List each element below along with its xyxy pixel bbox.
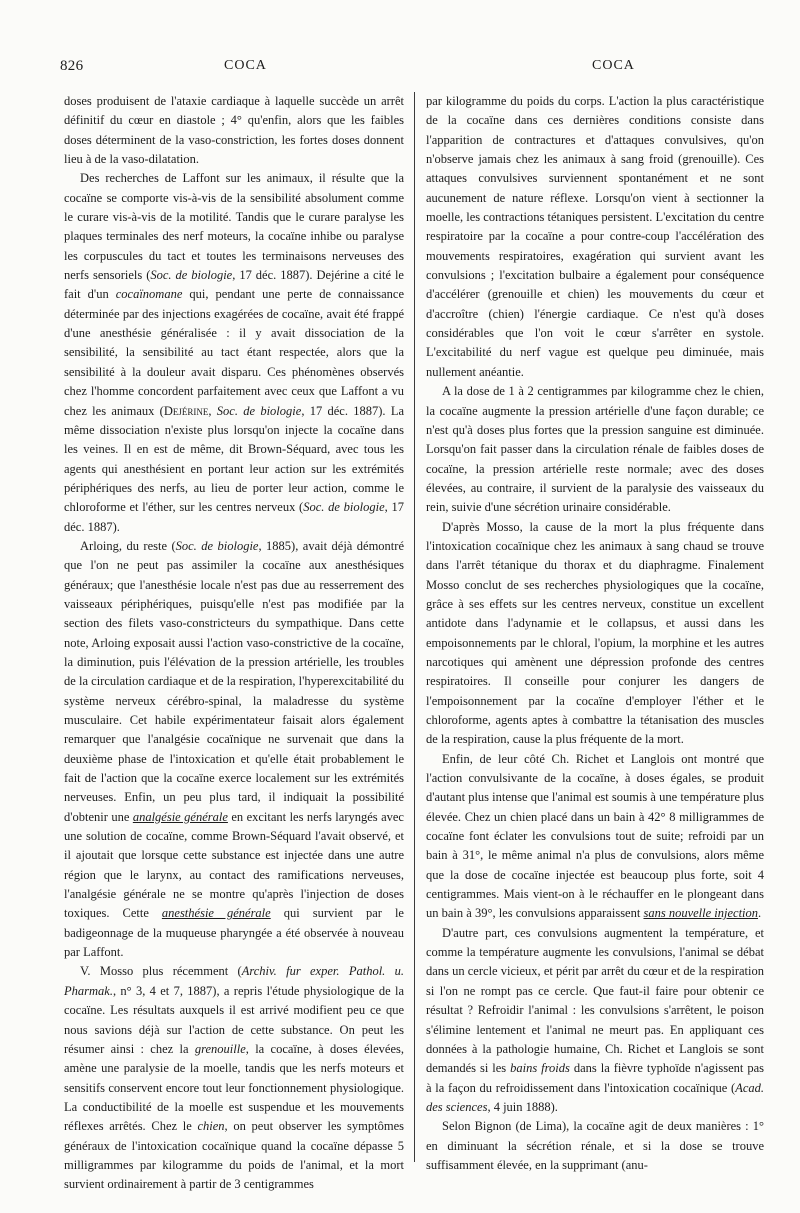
paragraph [426, 382, 764, 517]
paragraph [64, 962, 404, 1194]
text-run: , 17 déc. 1887). La même dissociation n'existe plus lorsqu'on injecte la cocaïne dans les veines. Il en est de même, dit Brown-Séquard, avec tous les agents qui anesthésient en portant leur action sur les extrémités périphériques des nerfs, au lieu de porter leur action, comme le chloroforme et l'éther, sur les centres nerveux ( [64, 403, 405, 515]
paragraph [426, 1117, 764, 1175]
italic-run: Soc. de biologie [216, 403, 302, 418]
text-run: , on peut observer les symptômes généraux de l'intoxication cocaïnique quand la cocaïne dépasse 5 milligrammes par kilogramme du poids de l'animal, et la mort survient ordinairement à partir de 3 centigrammes [64, 1119, 404, 1192]
smallcaps-run: Dejérine [163, 403, 209, 418]
paragraph [426, 924, 764, 1117]
italic-run: analgésie générale [132, 809, 228, 824]
paragraph [64, 92, 404, 169]
text-run: , 17 déc. 1887). Dejérine a cité le fait d'un [64, 268, 404, 302]
text-run: Arloing, du reste ( [80, 538, 176, 553]
italic-run: Archiv. fur exper. Pathol. u. Pharmak. [64, 964, 404, 998]
text-run: par kilogramme du poids du corps. L'action la plus caractéristique de la cocaïne dans ces dernières conditions consiste dans l'apparition de contractures et d'attaques convulsives, qu'on n'observe jamais chez les animaux à sang froid (grenouille). Ces attaques convulsives surviennent spontanément et ne sont aucunement de nature réflexe. Lorsqu'on vient à sectionner la moelle, les contractions tétaniques persistent. L'excitation du centre respiratoire par la cocaïne a pour contre-coup l'accélération des mouvements respiratoires, exagération qui survient avant les convulsions ; l'excitation bulbaire a également pour conséquence d'accélérer (grenouille et chien) les mouvements du cœur et d'accroître (chien) l'énergie cardiaque. Ce n'est qu'à doses considérables que l'on voit le cœur s'arrêter en systole. L'excitabilité du nerf vague est quelque peu diminuée, mais nullement anéantie. [426, 94, 764, 379]
text-run: A la dose de 1 à 2 centigrammes par kilogramme chez le chien, la cocaïne augmente la pression artérielle d'une façon durable; ce n'est qu'à doses plus fortes que la pression sanguine est diminuée. Lorsqu'on fait passer dans la circulation rénale de faibles doses de cocaïne, la pression artérielle reste normale; avec des doses élevées, au contraire, il survient de la paralysie des vaisseaux du rein, suivie d'une sécrétion urinaire considérable. [426, 384, 764, 515]
italic-run: Soc. de biologie [175, 538, 259, 553]
text-run: qui survient par le badigeonnage de la muqueuse pharyngée a été observée à nouveau par Laffont. [64, 906, 404, 960]
text-run: D'après Mosso, la cause de la mort la plus fréquente dans l'intoxication cocaïnique chez les animaux à sang chaud se trouve dans l'arrêt tétanique du thorax et du diaphragme. Finalement Mosso conclut de ses recherches physiologiques que la cocaïne, grâce à ses effets sur les centres nerveux, constitue un excellent antidote dans l'adynamie et le collapsus, et aussi dans les empoisonnements par le chloral, l'opium, la morphine et les autres narcotiques qui amènent une dépression profonde des centres respiratoires. Il conseille pour conjurer les dangers de l'empoisonnement par la cocaïne d'employer l'éther et le chloroforme, agents aptes à combattre la tétanisation des muscles de la respiration, cause la plus fréquente de la mort. [426, 519, 764, 747]
running-title-left: COCA [224, 58, 267, 73]
paragraph [64, 169, 404, 537]
italic-run: chien [197, 1119, 225, 1134]
text-run: , 4 juin 1888). [487, 1099, 558, 1114]
right-column [426, 92, 764, 1172]
text-run: , n° 3, 4 et 7, 1887), a repris l'étude physiologique de la cocaïne. Les résultats auxquels il est arrivé modifient peu ce que nous savions déjà sur l'action de cette substance. On peut les résumer ainsi : chez la [64, 983, 404, 1056]
text-run: Enfin, de leur côté Ch. Richet et Langlois ont montré que l'action convulsivante de la cocaïne, à doses égales, se produit d'autant plus intense que l'animal est soumis à une température plus élevée. Chez un chien placé dans un bain à 42° 8 milligrammes de cocaïne font éclater les convulsions tout de suite; refroidi par un bain à 31°, le même animal n'a plus de convulsions, alors même que la dose de cocaïne injectée est beaucoup plus forte, soit 4 centigrammes. Mais vient-on à le réchauffer en le plongeant dans un bain à 39°, les convulsions apparaissent [426, 751, 764, 921]
italic-run: Soc. de biologie [150, 268, 233, 283]
paragraph [426, 750, 764, 924]
text-run: en excitant les nerfs laryngés avec une solution de cocaïne, comme Brown-Séquard l'avait observé, et il ajoutait que lorsque cette substance est injectée dans une autre région que le larynx, au contact des ramifications nerveuses, l'analgésie générale ne se montre qu'après l'injection de doses toxiques. Cette [64, 809, 404, 921]
text-run: . [758, 906, 762, 921]
text-run: Selon Bignon (de Lima), la cocaïne agit de deux manières : 1° en diminuant la sécrétion rénale, et si la dose se trouve suffisamment élevée, en la supprimant (anu- [426, 1119, 764, 1172]
left-column [64, 92, 405, 1192]
page-number: 826 [60, 58, 84, 74]
text-run: Des recherches de Laffont sur les animaux, il résulte que la cocaïne se comporte vis-à-vis de la sensibilité absolument comme le curare vis-à-vis de la motilité. Tandis que le curare paralyse les plaques terminales des nerf moteurs, la cocaïne inhibe ou paralyse les corpuscules du tact et toutes les terminaisons nerveuses des nerfs sensoriels ( [64, 171, 404, 283]
italic-run: anesthésie générale [161, 906, 271, 921]
text-run: D'autre part, ces convulsions augmentent la température, et comme la température augmente les convulsions, l'animal se débat dans un cercle vicieux, et périt par arrêt du cœur et de la respiration si l'on ne rompt pas ce cercle. Que faut-il faire pour obtenir ce résultat ? Refroidir l'animal : les convulsions s'arrêtent, le poison s'élimine lentement et l'animal ne meurt pas. En appliquant ces données à la pathologie humaine, Ch. Richet et Langlois se sont demandés si les [426, 925, 764, 1076]
text-run: qui, pendant une perte de connaissance déterminée par des injections exagérées de cocaïne, avait été frappé d'une anesthésie généralisée : il y avait dissociation de la sensibilité, la sensibilité au tact étant respectée, alors que la sensibilité à la douleur avait disparu. Ces phénomènes observés chez l'homme concordent parfaitement avec ceux que Laffont a vu chez les animaux ( [64, 287, 404, 418]
italic-run: bains froids [510, 1061, 570, 1076]
italic-run: grenouille [194, 1041, 246, 1056]
paragraph [426, 92, 764, 382]
text-run: , la cocaïne, à doses élevées, amène une paralysie de la moelle, tandis que les nerfs moteurs et sensitifs conservent encore tout leur fonctionnement physiologique. La conductibilité de la moelle est suspendue et les mouvements réflexes arrêtés. Chez le [64, 1041, 404, 1134]
paragraph [426, 518, 764, 750]
italic-run: Acad. des sciences [426, 1080, 764, 1114]
italic-run: cocaïnomane [115, 287, 183, 302]
text-run: , 1885), avait déjà démontré que l'on ne peut pas assimiler la cocaïne aux anesthésiques généraux; que l'anesthésie locale n'est pas due au resserrement des vaisseaux périphériques, puisqu'elle n'est pas modifiée par la section des filets vaso-constricteurs du sympathique. Dans cette note, Arloing exposait aussi l'action vaso-constrictive de la cocaïne, la diminution, puis l'élévation de la pression artérielle, les troubles de la circulation cardiaque et de la respiration, l'hyperexcitabilité du système nerveux cérébro-spinal, la maladresse du système musculaire. Cet habile expérimentateur faisait alors également remarquer que l'analgésie cocaïnique ne survenait que dans la deuxième phase de l'intoxication et qu'elle était probablement le fait de l'action que la cocaïne exerce localement sur les extrémités nerveuses. Enfin, un peu plus tard, il indiquait la possibilité d'obtenir une [64, 538, 404, 824]
text-run: V. Mosso plus récemment ( [80, 964, 242, 979]
text-run: doses produisent de l'ataxie cardiaque à laquelle succède un arrêt définitif du cœur en diastole ; 4° qu'enfin, alors que les faibles doses déterminent de la vaso-constriction, les fortes doses donnent lieu à de la vaso-dilatation. [64, 94, 404, 167]
italic-run: sans nouvelle injection [643, 906, 759, 921]
paragraph [64, 537, 404, 963]
text-run: , 17 déc. 1887). [64, 500, 404, 534]
italic-run: Soc. de biologie [303, 500, 385, 515]
running-title-right: COCA [592, 58, 635, 73]
text-run: , [208, 403, 217, 418]
column-divider [414, 92, 415, 1162]
text-run: dans la fièvre typhoïde n'agissent pas à la façon du refroidissement dans l'intoxication cocaïnique ( [426, 1061, 764, 1095]
